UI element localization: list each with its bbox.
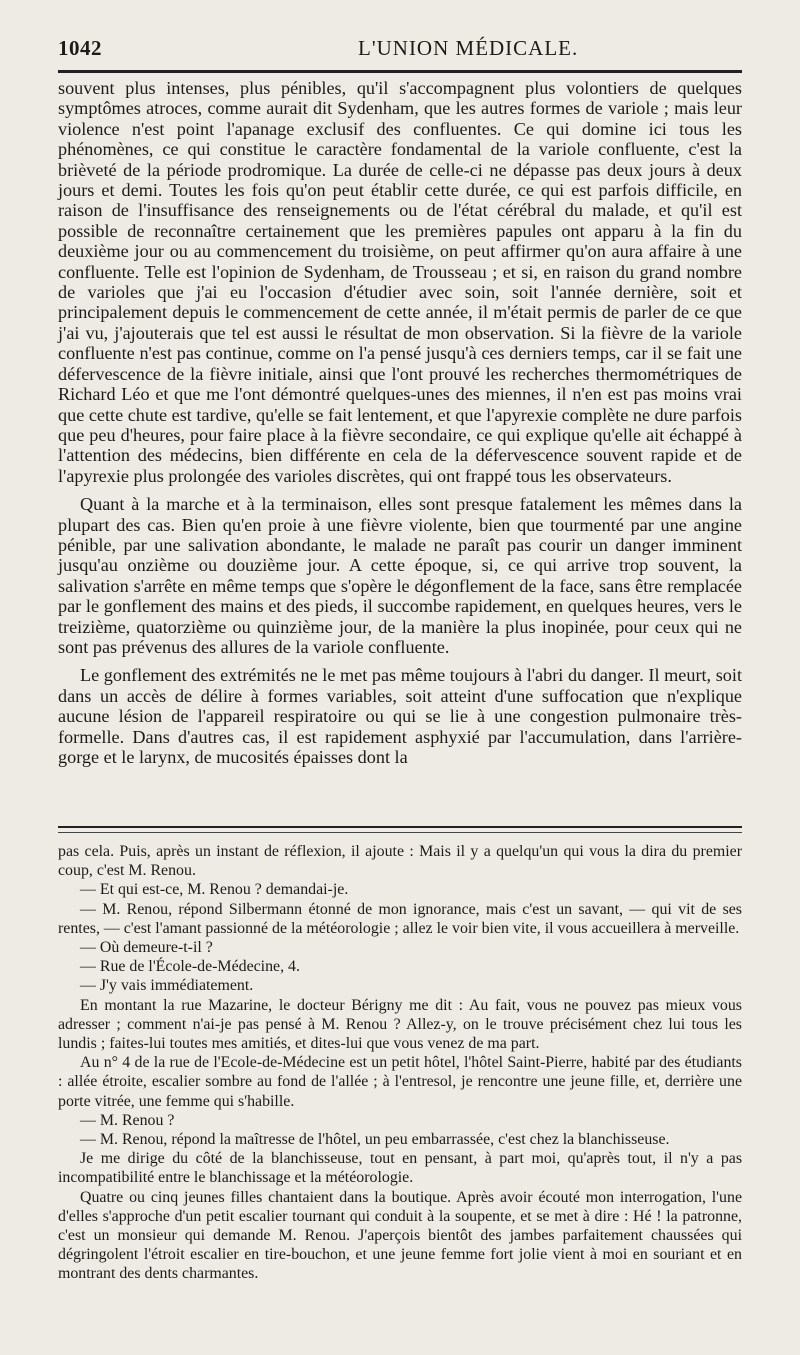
feuilleton-paragraph: — M. Renou ? [80, 1111, 175, 1129]
header-rule [58, 70, 742, 73]
feuilleton-body [58, 842, 742, 1284]
article-paragraph: Quant à la marche et à la terminaison, elles sont presque fatalement les mêmes dans la plupart des cas. Bien qu'en proie à une fièvre violente, bien que tourmenté par une angine pénible, par une salivation abondante, le malade ne paraît pas courir un danger imminent jusqu'au onzième ou douzième jour. A cette époque, si, ce qui arrive trop souvent, la salivation s'arrête en même temps que s'opère le dégonflement de la face, sans être remplacée par le gonflement des mains et des pieds, il succombe rapidement, en quelques heures, vers le treizième, quatorzième ou quinzième jour, de la manière la plus inopinée, pour ceux qui ne sont pas prévenus des allures de la variole confluente. [58, 494, 742, 657]
feuilleton-paragraph: — M. Renou, répond Silbermann étonné de mon ignorance, mais c'est un savant, — qui vit de ses rentes, — c'est l'amant passionné de la météorologie ; allez le voir bien vite, il vous accueillera à merveille. [58, 900, 742, 937]
feuilleton-paragraph: Je me dirige du côté de la blanchisseuse, tout en pensant, à part moi, qu'après tout, il n'y a pas incompatibilité entre le blanchissage et la météorologie. [58, 1150, 742, 1187]
feuilleton-paragraph: — J'y vais immédiatement. [80, 977, 254, 995]
article-paragraph: souvent plus intenses, plus pénibles, qu'il s'accompagnent plus volontiers de quelques symptômes atroces, comme aurait dit Sydenham, que les autres formes de variole ; mais leur violence n'est point l'apanage exclusif des confluentes. Ce qui domine ici tous les phénomènes, ce qui constitue le caractère fondamental de la variole confluente, c'est la brièveté de la période prodromique. La durée de celle-ci ne dépasse pas deux jours à deux jours et demi. Toutes les fois qu'on peut établir cette durée, ce qui est parfois difficile, en raison de l'insuffisance des renseignements ou de l'état cérébral du malade, et qu'il est possible de reconnaître certainement que les premières papules ont apparu à la fin du deuxième jour ou au commencement du troisième, on peut affirmer qu'on aura affaire à une confluente. Telle est l'opinion de Sydenham, de Trousseau ; et si, en raison du grand nombre de varioles que j'ai eu l'occasion d'étudier avec soin, soit l'année dernière, soit et principalement depuis le commencement de cette année, il m'était permis de parler de ce que j'ai vu, j'ajouterais que tel est aussi le résultat de mon observation. Si la fièvre de la variole confluente n'est pas continue, comme on l'a pensé jusqu'à ces derniers temps, car il se fait une défervescence de la fièvre initiale, ainsi que l'ont prouvé les recherches thermométriques de Richard Léo et que me l'ont démontré quelques-unes des miennes, il n'en est pas moins vrai que cette chute est tardive, qu'elle se fait lentement, et que l'apyrexie complète ne dure parfois que peu d'heures, pour faire place à la fièvre secondaire, ce qui explique qu'elle ait échappé à l'attention des médecins, bien différente en cela de la défervescence souvent rapide et de l'apyrexie plus prolongée des varioles discrètes, qui ont frappé tous les observateurs. [58, 78, 742, 486]
feuilleton-paragraph: pas cela. Puis, après un instant de réflexion, il ajoute : Mais il y a quelqu'un qui vous la dira du premier coup, c'est M. Renou. [58, 843, 742, 880]
page-number: 1042 [58, 36, 102, 60]
feuilleton-paragraph: — Où demeure-t-il ? [80, 939, 213, 957]
feuilleton-paragraph: Au n° 4 de la rue de l'Ecole-de-Médecine est un petit hôtel, l'hôtel Saint-Pierre, habité par des étudiants : allée étroite, escalier sombre au fond de l'allée ; à l'entresol, je rencontre une jeune fille, et, derrière une porte vitrée, une femme qui s'habille. [58, 1054, 742, 1110]
feuilleton-paragraph: En montant la rue Mazarine, le docteur Bérigny me dit : Au fait, vous ne pouvez pas mieux vous adresser ; comment n'ai-je pas pensé à M. Renou ? Allez-y, on le trouve précisément chez lui tous les lundis ; faites-lui toutes mes amitiés, et dites-lui que vous venez de ma part. [58, 996, 742, 1053]
feuilleton-divider [58, 826, 742, 828]
feuilleton-paragraph: — M. Renou, répond la maîtresse de l'hôtel, un peu embarrassée, c'est chez la blanchisseuse. [80, 1131, 670, 1149]
feuilleton-paragraph: Quatre ou cinq jeunes filles chantaient dans la boutique. Après avoir écouté mon interrogation, l'une d'elles s'approche d'un petit escalier tournant qui conduit à la soupente, et se met à dire : Hé ! la patronne, c'est un monsieur qui demande M. Renou. J'aperçois bientôt des jambes parfaitement chaussées qui dégringolent l'étroit escalier en tire-bouchon, et une jeune femme fort jolie vient à moi en souriant et en montrant des dents charmantes. [58, 1188, 742, 1283]
feuilleton-paragraph: — Et qui est-ce, M. Renou ? demandai-je. [80, 881, 349, 899]
feuilleton-paragraph: — Rue de l'École-de-Médecine, 4. [80, 958, 300, 976]
article-body [58, 78, 742, 775]
page-header [58, 30, 748, 64]
journal-title: L'UNION MÉDICALE. [358, 36, 579, 60]
article-paragraph: Le gonflement des extrémités ne le met pas même toujours à l'abri du danger. Il meurt, soit dans un accès de délire à formes variables, soit atteint d'une suffocation que n'explique aucune lésion de l'appareil respiratoire ou qui se lie à une congestion pulmonaire très-formelle. Dans d'autres cas, il est rapidement asphyxié par l'accumulation, dans l'arrière-gorge et le larynx, de mucosités épaisses dont la [58, 665, 742, 767]
feuilleton-divider-thin [58, 832, 742, 833]
